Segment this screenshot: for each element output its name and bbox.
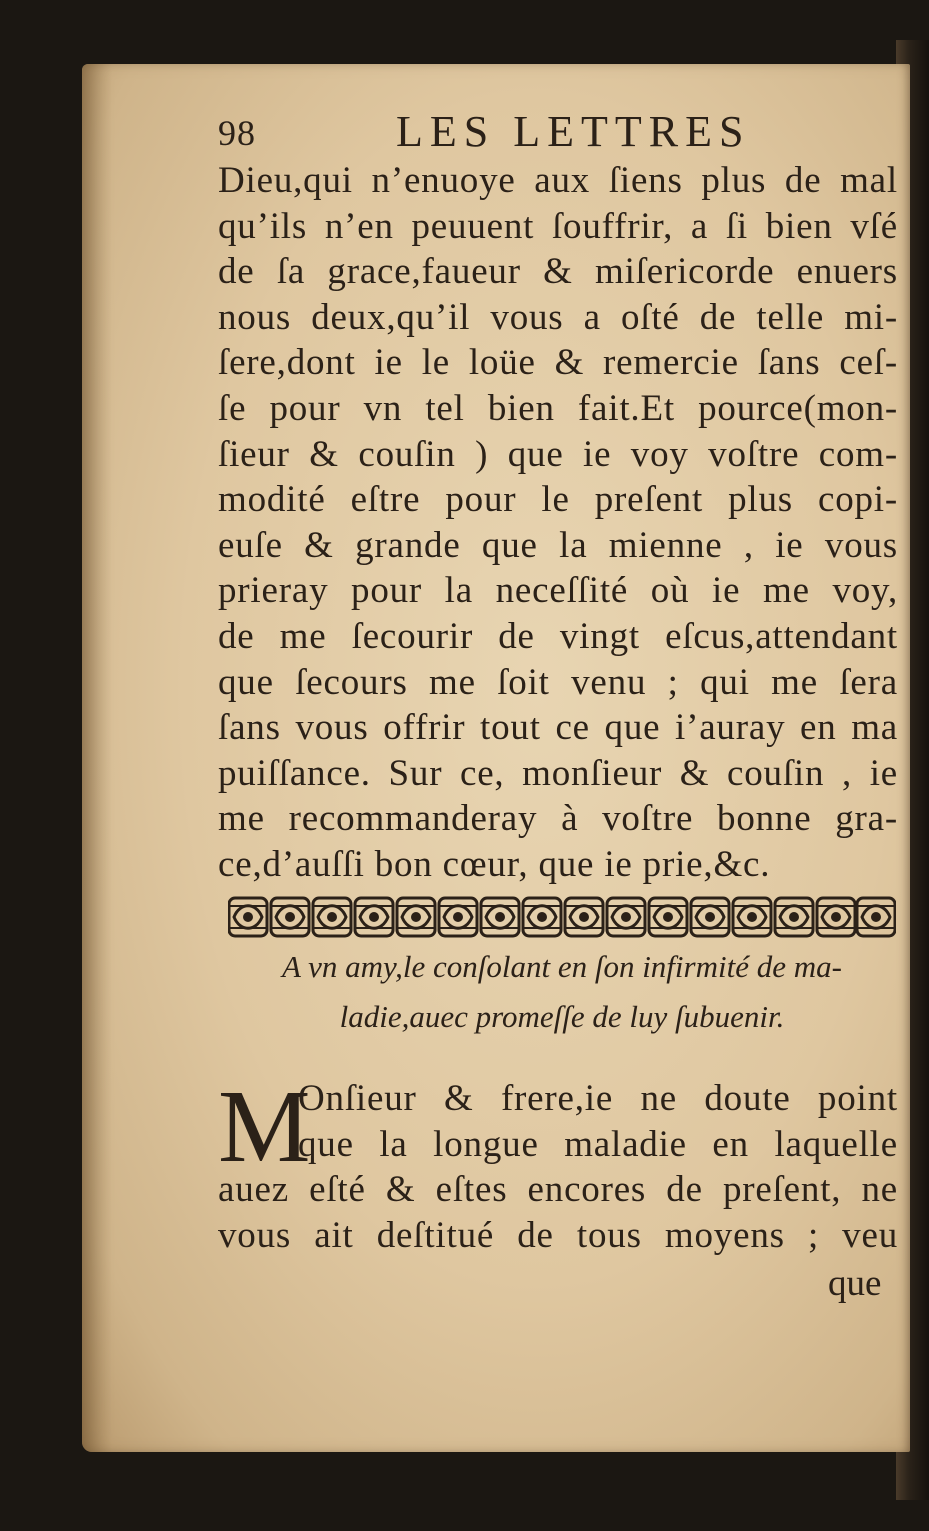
text-line: qu’ils n’en peuuent ſouffrir, a ſi bien vſé: [218, 205, 898, 247]
text-line: ſere,dont ie le loüe & remercie ſans ceſ-: [218, 342, 898, 384]
text-line: que ſecours me ſoit venu ; qui me ſera: [218, 661, 898, 703]
page-header: [218, 104, 778, 164]
text-line: ſieur & couſin ) que ie voy voſtre com-: [218, 433, 898, 475]
heading-line: ladie,auec promeſſe de luy ſubuenir.: [339, 999, 785, 1034]
text-line: auez eſté & eſtes encores de preſent, ne: [218, 1169, 898, 1211]
text-line: ce,d’auſſi bon cœur, que ie prie,&c.: [218, 843, 771, 885]
text-line: ſans vous offrir tout ce que i’auray en ma: [218, 707, 898, 749]
text-line: modité eſtre pour le preſent plus copi-: [218, 479, 898, 521]
heading-line: A vn amy,le conſolant en ſon infirmité de ma-: [282, 949, 842, 984]
page-number: 98: [218, 113, 256, 153]
book-page: [82, 64, 910, 1452]
ornament-icon: [228, 892, 896, 942]
text-line: de me ſecourir de vingt eſcus,attendant: [218, 615, 898, 657]
text-line: nous deux,qu’il vous a oſté de telle mi-: [218, 296, 898, 338]
letter-body: [218, 158, 898, 888]
letter-heading: [222, 942, 902, 1042]
text-line: ſe pour vn tel bien fait.Et pource(mon-: [218, 387, 898, 429]
text-line: que la longue maladie en laquelle: [298, 1123, 898, 1165]
text-line: de ſa grace,faueur & miſericorde enuers: [218, 251, 898, 293]
drop-cap: M: [218, 1069, 311, 1184]
letter-body-2: [218, 1069, 898, 1258]
running-title: LES LETTRES: [396, 107, 751, 156]
text-line: Dieu,qui n’enuoye aux ſiens plus de mal: [218, 160, 898, 201]
ornament-band: [228, 892, 896, 942]
text-line: puiſſance. Sur ce, monſieur & couſin , ie: [218, 752, 898, 794]
text-line: vous ait deſtitué de tous moyens ; veu: [218, 1214, 898, 1256]
text-line: prieray pour la neceſſité où ie me voy,: [218, 570, 898, 612]
text-line: Onſieur & frere,ie ne doute point: [298, 1078, 898, 1119]
text-line: euſe & grande que la mienne , ie vous: [218, 524, 898, 566]
text-line: me recommanderay à voſtre bonne gra-: [218, 798, 898, 840]
catchword: que: [828, 1263, 882, 1304]
